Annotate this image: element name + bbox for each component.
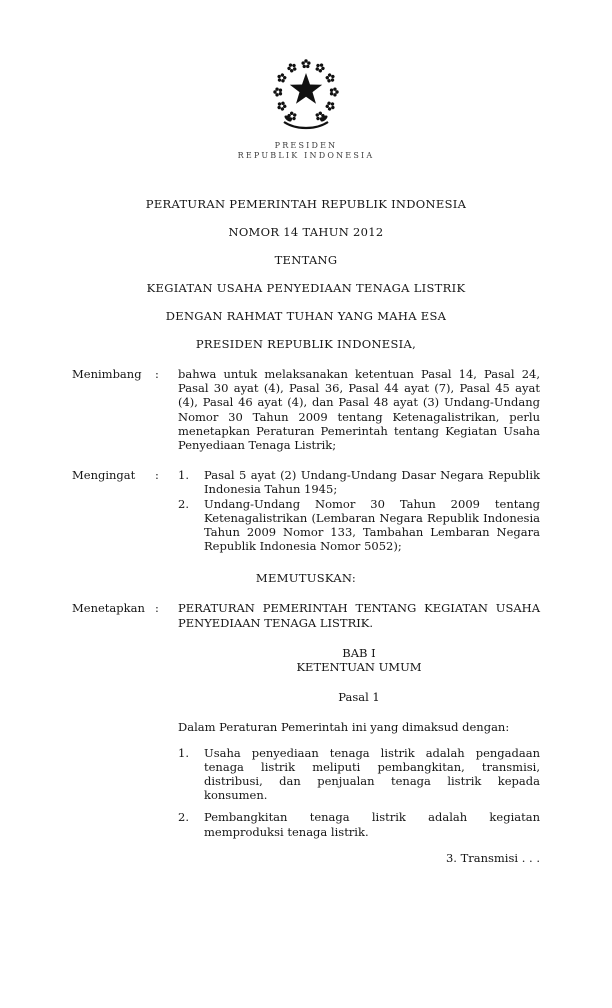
menimbang-body: bahwa untuk melaksanakan ketentuan Pasal 14, Pasal 24, Pasal 30 ayat (4), Pasal 36, Pasal 44 ayat (7), Pasal 45 ayat (4), Pasal 46 ayat (4), dan Pasal 48 ayat (3) Undang-Undang Nomor 30 Tahun 2009 tentang Ketenagalistrikan, perlu menetapkan Peraturan Pemerintah tentang Kegiatan Usaha Penyediaan Tenaga Listrik; (178, 367, 540, 453)
page-continuation-marker: 3. Transmisi . . . (445, 850, 540, 865)
mengingat-item-text: Undang-Undang Nomor 30 Tahun 2009 tentang Ketenagalistrikan (Lembaran Negara Republik Indonesia Tahun 2009 Nomor 133, Tambahan Lembaran Negara Republik Indonesia Nomor 5052); (204, 496, 540, 554)
definition-item (178, 810, 540, 838)
mengingat-item-number: 2. (178, 496, 189, 511)
bab-title: KETENTUAN UMUM (296, 660, 422, 675)
menimbang-label: Menimbang (72, 367, 142, 381)
clause-mengingat (72, 468, 540, 553)
mengingat-list (178, 468, 540, 553)
mengingat-separator: : (155, 468, 159, 483)
menetapkan-separator: : (155, 601, 159, 616)
bab-heading (178, 646, 540, 674)
menimbang-separator: : (155, 367, 159, 381)
definition-text: Usaha penyediaan tenaga listrik adalah pengadaan tenaga listrik meliputi pembangkitan, transmisi, distribusi, dan penjualan tenaga listrik kepada konsumen. (204, 745, 540, 803)
mengingat-item-number: 1. (178, 468, 189, 483)
menetapkan-body: PERATURAN PEMERINTAH TENTANG KEGIATAN USAHA PENYEDIAAN TENAGA LISTRIK. (178, 601, 540, 630)
seal-text-presiden: PRESIDEN (274, 141, 338, 150)
mengingat-item-text: Pasal 5 ayat (2) Undang-Undang Dasar Negara Republik Indonesia Tahun 1945; (204, 468, 540, 497)
definition-number: 1. (178, 745, 189, 760)
mengingat-item (178, 468, 540, 496)
bab-number: BAB I (342, 645, 376, 660)
tentang-label: TENTANG (274, 253, 338, 267)
invocation-line: DENGAN RAHMAT TUHAN YANG MAHA ESA (165, 309, 447, 323)
letterhead (0, 0, 612, 161)
memutuskan-heading: MEMUTUSKAN: (255, 571, 357, 586)
body-column (178, 646, 540, 865)
regulation-title: PERATURAN PEMERINTAH REPUBLIK INDONESIA (145, 197, 467, 211)
mengingat-label: Mengingat (72, 468, 136, 483)
seal-text-republik-indonesia: REPUBLIK INDONESIA (237, 151, 375, 160)
definition-number: 2. (178, 810, 189, 825)
clause-menimbang (72, 367, 540, 452)
presidential-seal-icon (258, 50, 354, 136)
regulation-number: NOMOR 14 TAHUN 2012 (228, 225, 384, 239)
pasal-intro: Dalam Peraturan Pemerintah ini yang dimaksud dengan: (178, 720, 510, 735)
pasal-heading: Pasal 1 (338, 690, 380, 705)
clause-menetapkan (72, 601, 540, 629)
definition-text: Pembangkitan tenaga listrik adalah kegiatan memproduksi tenaga listrik. (204, 810, 540, 839)
issuer-line: PRESIDEN REPUBLIK INDONESIA, (195, 337, 417, 351)
regulation-subject: KEGIATAN USAHA PENYEDIAAN TENAGA LISTRIK (146, 281, 466, 295)
mengingat-item (178, 497, 540, 554)
menetapkan-label: Menetapkan (72, 601, 145, 616)
definition-item (178, 746, 540, 803)
title-block (72, 197, 540, 351)
